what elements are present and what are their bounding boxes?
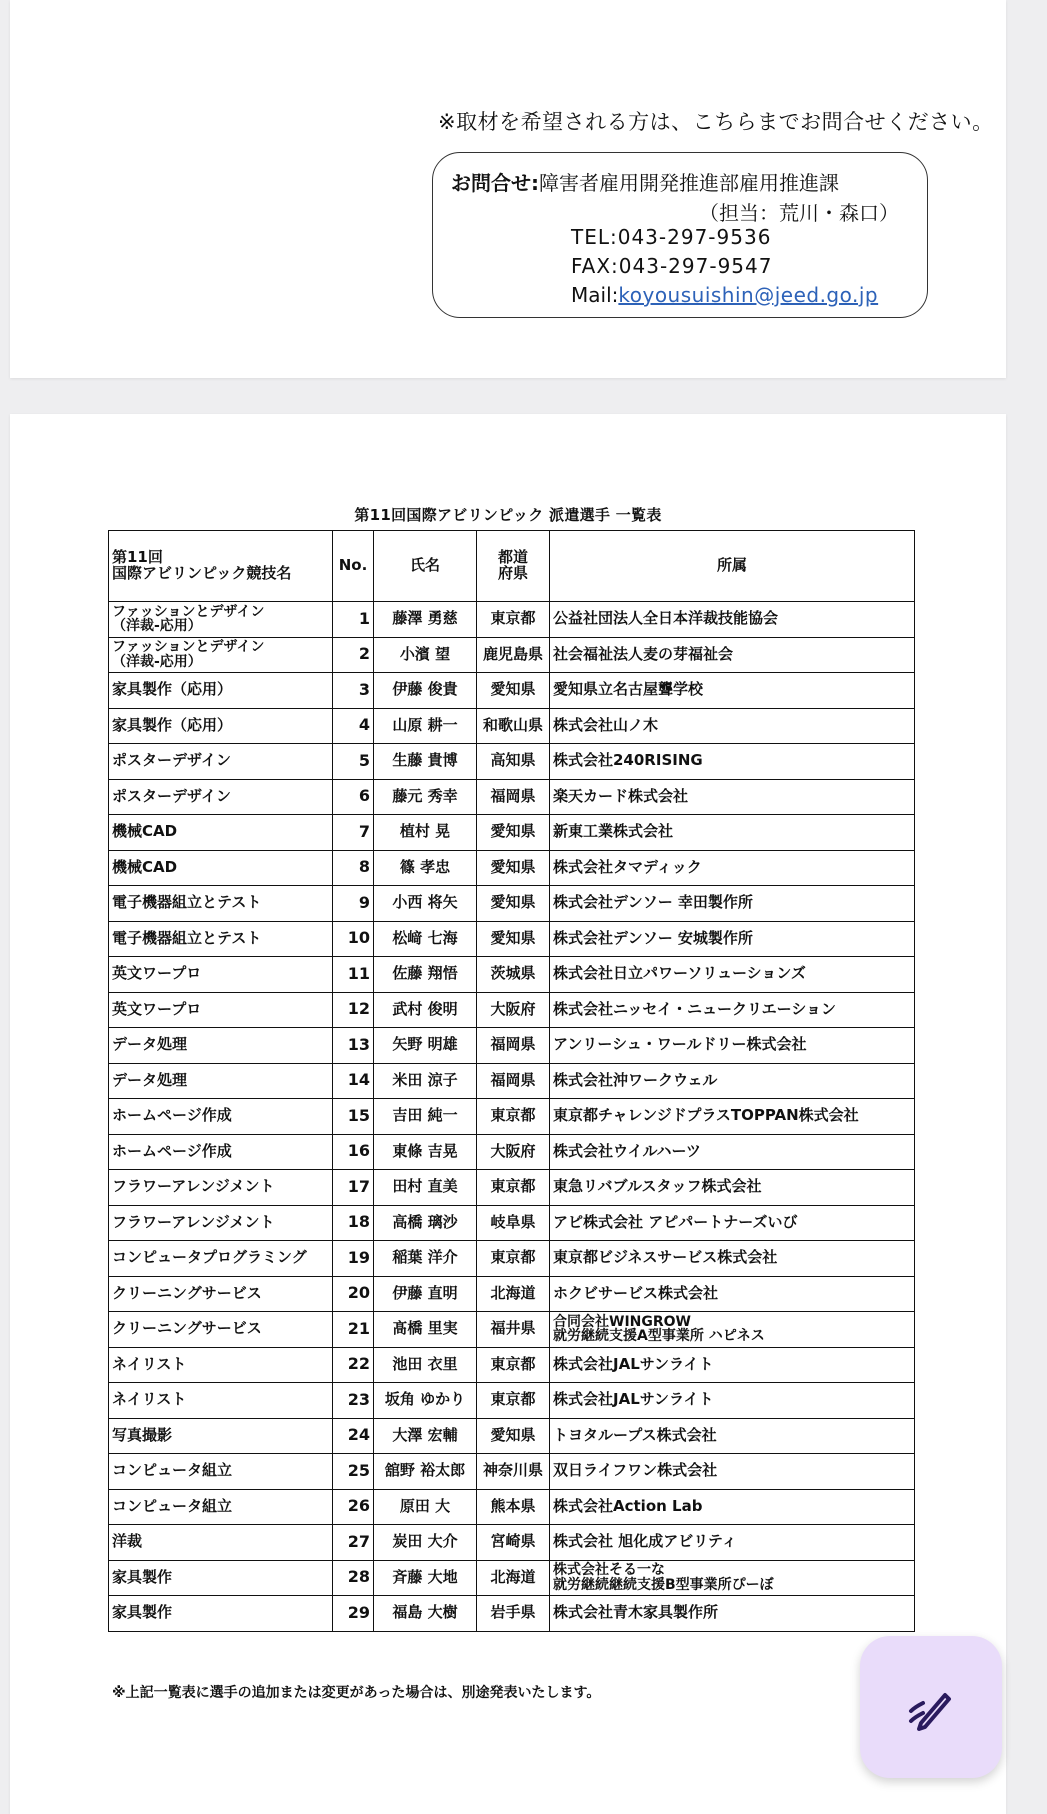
cell-competition: 英文ワープロ [109,992,333,1028]
table-row [109,1418,915,1454]
cell-no: 27 [333,1525,374,1561]
contact-mail-label: Mail: [571,283,619,307]
cell-name: 福島 大樹 [374,1596,477,1632]
cell-competition: 家具製作 [109,1560,333,1596]
table-row [109,1489,915,1525]
table-row [109,1525,915,1561]
header-no: No. [333,531,374,602]
cell-no: 15 [333,1099,374,1135]
table-row [109,602,915,638]
cell-affiliation: アンリーシュ・ワールドリー株式会社 [550,1028,915,1064]
cell-name: 高橋 璃沙 [374,1205,477,1241]
contact-tel: TEL:043-297-9536 [571,225,772,249]
cell-competition: クリーニングサービス [109,1312,333,1348]
cell-affiliation: 株式会社JALサンライト [550,1383,915,1419]
cell-no: 1 [333,602,374,638]
table-row [109,1134,915,1170]
cell-name: 稲葉 洋介 [374,1241,477,1277]
cell-prefecture: 岩手県 [477,1596,550,1632]
cell-affiliation: 社会福祉法人麦の芽福祉会 [550,637,915,673]
cell-prefecture: 福岡県 [477,779,550,815]
cell-name: 池田 衣里 [374,1347,477,1383]
cell-no: 17 [333,1170,374,1206]
table-row [109,1205,915,1241]
table-row [109,1241,915,1277]
cell-prefecture: 東京都 [477,1170,550,1206]
header-prefecture: 都道 府県 [477,531,550,602]
table-row [109,1312,915,1348]
cell-competition: 家具製作（応用） [109,673,333,709]
table-row [109,1099,915,1135]
cell-no: 13 [333,1028,374,1064]
cell-name: 生藤 貴博 [374,744,477,780]
cell-no: 12 [333,992,374,1028]
cell-competition: ネイリスト [109,1383,333,1419]
cell-no: 2 [333,637,374,673]
cell-no: 19 [333,1241,374,1277]
cell-affiliation: 東京都ビジネスサービス株式会社 [550,1241,915,1277]
table-row [109,1063,915,1099]
cell-name: 東條 吉晃 [374,1134,477,1170]
table-row [109,779,915,815]
contact-person: （担当：荒川・森口） [699,201,899,225]
cell-affiliation: 合同会社WINGROW 就労継続支援A型事業所 ハピネス [550,1312,915,1348]
cell-name: 山原 耕一 [374,708,477,744]
cell-prefecture: 東京都 [477,1347,550,1383]
cell-competition: 機械CAD [109,850,333,886]
cell-name: 舘野 裕太郎 [374,1454,477,1490]
cell-prefecture: 東京都 [477,602,550,638]
cell-name: 坂角 ゆかり [374,1383,477,1419]
contact-box [432,152,928,318]
header-affiliation: 所属 [550,531,915,602]
press-inquiry-notice: ※取材を希望される方は、こちらまでお問合せください。 [438,110,994,134]
cell-affiliation: 株式会社デンソー 安城製作所 [550,921,915,957]
cell-prefecture: 北海道 [477,1560,550,1596]
cell-affiliation: 株式会社タマディック [550,850,915,886]
cell-competition: ネイリスト [109,1347,333,1383]
roster-body [109,602,915,1632]
cell-name: 炭田 大介 [374,1525,477,1561]
cell-competition: クリーニングサービス [109,1276,333,1312]
cell-affiliation: アピ株式会社 アピパートナーズいび [550,1205,915,1241]
cell-name: 篠 孝忠 [374,850,477,886]
cell-affiliation: 株式会社240RISING [550,744,915,780]
cell-name: 佐藤 翔悟 [374,957,477,993]
header-name: 氏名 [374,531,477,602]
contact-mail-link[interactable]: koyousuishin@jeed.go.jp [618,283,879,307]
cell-name: 米田 涼子 [374,1063,477,1099]
table-row [109,815,915,851]
document-page-1 [10,0,1006,378]
cell-competition: ファッションとデザイン （洋裁-応用） [109,602,333,638]
cell-prefecture: 茨城県 [477,957,550,993]
cell-name: 藤元 秀幸 [374,779,477,815]
cell-no: 21 [333,1312,374,1348]
header-competition: 第11回 国際アビリンピック競技名 [109,531,333,602]
roster-table [108,530,915,1632]
cell-name: 藤澤 勇慈 [374,602,477,638]
cell-no: 8 [333,850,374,886]
cell-no: 6 [333,779,374,815]
cell-affiliation: 株式会社そる一な 就労継続継続支援B型事業所ぴーぼ [550,1560,915,1596]
cell-competition: ポスターデザイン [109,779,333,815]
cell-name: 斉藤 大地 [374,1560,477,1596]
cell-name: 武村 俊明 [374,992,477,1028]
table-row [109,850,915,886]
cell-prefecture: 愛知県 [477,1418,550,1454]
cell-no: 16 [333,1134,374,1170]
cell-name: 原田 大 [374,1489,477,1525]
table-row [109,921,915,957]
contact-department: 障害者雇用開発推進部雇用推進課 [539,171,839,195]
cell-no: 24 [333,1418,374,1454]
cell-prefecture: 大阪府 [477,1134,550,1170]
table-row [109,1560,915,1596]
cell-affiliation: 東京都チャレンジドプラスTOPPAN株式会社 [550,1099,915,1135]
table-row [109,1028,915,1064]
cell-competition: ポスターデザイン [109,744,333,780]
table-row [109,1596,915,1632]
cell-affiliation: 株式会社ウイルハーツ [550,1134,915,1170]
cell-competition: コンピュータ組立 [109,1489,333,1525]
cell-affiliation: 株式会社日立パワーソリューションズ [550,957,915,993]
cell-no: 23 [333,1383,374,1419]
cell-affiliation: 愛知県立名古屋聾学校 [550,673,915,709]
table-row [109,886,915,922]
cell-prefecture: 高知県 [477,744,550,780]
cell-competition: データ処理 [109,1028,333,1064]
cell-no: 3 [333,673,374,709]
cell-prefecture: 福岡県 [477,1063,550,1099]
cell-name: 大澤 宏輔 [374,1418,477,1454]
cell-prefecture: 大阪府 [477,992,550,1028]
table-row [109,1276,915,1312]
cell-no: 7 [333,815,374,851]
cell-competition: ホームページ作成 [109,1099,333,1135]
cell-prefecture: 愛知県 [477,673,550,709]
cell-no: 14 [333,1063,374,1099]
cell-competition: 写真撮影 [109,1418,333,1454]
cell-name: 植村 晃 [374,815,477,851]
cell-no: 22 [333,1347,374,1383]
cell-no: 26 [333,1489,374,1525]
cell-affiliation: 株式会社青木家具製作所 [550,1596,915,1632]
table-row [109,1454,915,1490]
cell-name: 松﨑 七海 [374,921,477,957]
cell-name: 伊藤 直明 [374,1276,477,1312]
cell-affiliation: 東急リバブルスタッフ株式会社 [550,1170,915,1206]
cell-competition: 洋裁 [109,1525,333,1561]
cell-name: 田村 直美 [374,1170,477,1206]
cell-no: 5 [333,744,374,780]
cell-affiliation: 株式会社デンソー 幸田製作所 [550,886,915,922]
document-page-2 [10,414,1006,1814]
table-row [109,708,915,744]
cell-name: 髙橋 里実 [374,1312,477,1348]
cell-prefecture: 東京都 [477,1383,550,1419]
cell-competition: 家具製作 [109,1596,333,1632]
cell-prefecture: 神奈川県 [477,1454,550,1490]
table-row [109,673,915,709]
cell-affiliation: 株式会社沖ワークウェル [550,1063,915,1099]
cell-prefecture: 和歌山県 [477,708,550,744]
cell-affiliation: 公益社団法人全日本洋裁技能協会 [550,602,915,638]
cell-affiliation: 株式会社Action Lab [550,1489,915,1525]
table-row [109,1383,915,1419]
cell-affiliation: ホクビサービス株式会社 [550,1276,915,1312]
cell-prefecture: 愛知県 [477,921,550,957]
cell-competition: ホームページ作成 [109,1134,333,1170]
cell-prefecture: 愛知県 [477,815,550,851]
cell-affiliation: 新東工業株式会社 [550,815,915,851]
cell-prefecture: 北海道 [477,1276,550,1312]
roster-title: 第11回国際アビリンピック 派遣選手 一覧表 [354,506,662,524]
cell-affiliation: 株式会社 旭化成アビリティ [550,1525,915,1561]
cell-affiliation: 楽天カード株式会社 [550,779,915,815]
cell-prefecture: 岐阜県 [477,1205,550,1241]
cell-no: 4 [333,708,374,744]
table-row [109,1347,915,1383]
table-row [109,637,915,673]
cell-competition: フラワーアレンジメント [109,1205,333,1241]
cell-no: 18 [333,1205,374,1241]
contact-label: お問合せ: [451,171,539,195]
table-row [109,992,915,1028]
contact-mail-row [571,283,878,307]
cell-no: 11 [333,957,374,993]
cell-competition: 家具製作（応用） [109,708,333,744]
cell-affiliation: トヨタループス株式会社 [550,1418,915,1454]
edit-pen-icon [905,1681,957,1733]
cell-no: 10 [333,921,374,957]
table-row [109,744,915,780]
cell-name: 小西 将矢 [374,886,477,922]
contact-fax: FAX:043-297-9547 [571,254,773,278]
cell-competition: 機械CAD [109,815,333,851]
cell-prefecture: 宮崎県 [477,1525,550,1561]
cell-prefecture: 鹿児島県 [477,637,550,673]
cell-prefecture: 福井県 [477,1312,550,1348]
cell-competition: 電子機器組立とテスト [109,886,333,922]
cell-name: 伊藤 俊貴 [374,673,477,709]
cell-no: 25 [333,1454,374,1490]
cell-prefecture: 福岡県 [477,1028,550,1064]
cell-competition: フラワーアレンジメント [109,1170,333,1206]
cell-prefecture: 東京都 [477,1099,550,1135]
cell-no: 9 [333,886,374,922]
cell-prefecture: 東京都 [477,1241,550,1277]
roster-footnote: ※上記一覧表に選手の追加または変更があった場合は、別途発表いたします。 [112,1685,601,1701]
cell-name: 矢野 明雄 [374,1028,477,1064]
table-row [109,1170,915,1206]
cell-name: 小濱 望 [374,637,477,673]
cell-affiliation: 株式会社山ノ木 [550,708,915,744]
cell-name: 吉田 純一 [374,1099,477,1135]
cell-affiliation: 株式会社ニッセイ・ニュークリエーション [550,992,915,1028]
edit-fab-button[interactable] [860,1636,1002,1778]
cell-competition: データ処理 [109,1063,333,1099]
cell-no: 20 [333,1276,374,1312]
cell-competition: 英文ワープロ [109,957,333,993]
table-row [109,957,915,993]
cell-competition: コンピュータ組立 [109,1454,333,1490]
roster-header-row [109,531,915,602]
cell-affiliation: 株式会社JALサンライト [550,1347,915,1383]
cell-no: 28 [333,1560,374,1596]
cell-competition: ファッションとデザイン （洋裁-応用） [109,637,333,673]
cell-prefecture: 熊本県 [477,1489,550,1525]
cell-competition: 電子機器組立とテスト [109,921,333,957]
cell-prefecture: 愛知県 [477,886,550,922]
cell-no: 29 [333,1596,374,1632]
cell-competition: コンピュータプログラミング [109,1241,333,1277]
cell-prefecture: 愛知県 [477,850,550,886]
cell-affiliation: 双日ライフワン株式会社 [550,1454,915,1490]
